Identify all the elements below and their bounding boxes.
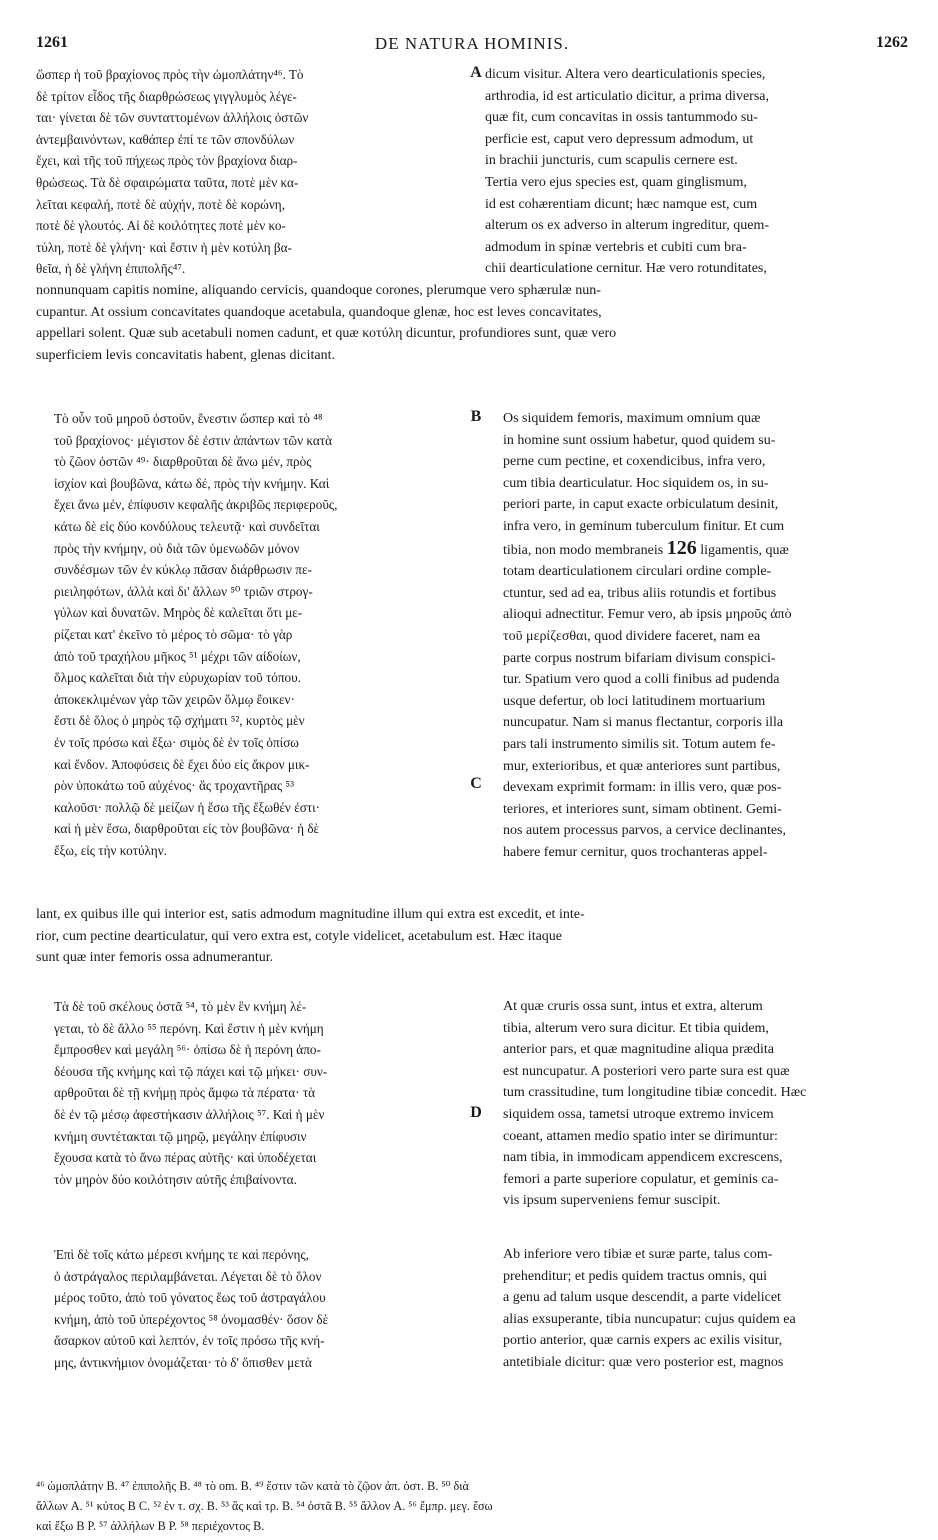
latin-line: portio anterior, quæ carnis expers ac exilis visitur,: [503, 1333, 783, 1349]
greek-line: δέουσα τῆς κνήμης καὶ τῷ πάχει καὶ τῷ μήκει· συν-: [54, 1063, 328, 1079]
latin-text: ligamentis, quæ: [696, 542, 789, 558]
footnote-line: ἄλλων A. ⁵¹ κύτος B C. ⁵² ἐν τ. σχ. B. ⁵³ ἃς καὶ τρ. B. ⁵⁴ ὀστᾶ B. ⁵⁵ ἄλλον A. ⁵⁶ ἔμπρ. μεγ. ἔσω: [36, 1499, 493, 1513]
latin-line: anterior pars, et quæ magnitudine aliqua prædita: [503, 1042, 774, 1058]
greek-line: δὲ ἐν τῷ μέσῳ ἀφεστήκασιν ἀλλήλοις ⁵⁷. Καὶ ἡ μὲν: [54, 1106, 325, 1122]
latin-line: a genu ad talum usque descendit, a parte videlicet: [503, 1290, 781, 1306]
latin-line: habere femur cernitur, quos trochanteras appel-: [503, 844, 768, 860]
latin-line: tibia, alterum vero sura dicitur. Et tibia quidem,: [503, 1020, 769, 1036]
latin-line: parte corpus nostrum bifariam divisum conspici-: [503, 650, 776, 666]
latin-line: appellari solent. Quæ sub acetabuli nomen cadunt, et quæ κοτύλη dicuntur, profundiores sunt, quæ vero: [36, 326, 617, 342]
greek-line: μέρος τοῦτο, ἀπὸ τοῦ γόνατος ἕως τοῦ ἀστραγάλου: [54, 1290, 326, 1306]
latin-line: cupantur. At ossium concavitates quandoque acetabula, quandoque glenæ, hoc est leves concavitates,: [36, 304, 602, 320]
page-number-left: 1261: [36, 34, 68, 51]
latin-line: arthrodia, id est articulatio dicitur, a prima diversa,: [485, 88, 770, 104]
latin-column: [485, 996, 908, 1212]
latin-line: teriores, et interiores sunt, simam obtinent. Gemi-: [503, 801, 782, 817]
greek-line: ὥσπερ ἡ τοῦ βραχίονος πρὸς τὴν ὠμοπλάτην⁴⁶. Τὸ: [36, 67, 304, 82]
greek-line: καλοῦσι· πολλῷ δὲ μείζων ἡ ἔσω τῆς ἔξωθέν ἐστι·: [54, 799, 321, 815]
greek-line: λεῖται κεφαλή, ποτὲ δὲ αὐχήν, ποτὲ δὲ κορώνη,: [36, 196, 285, 212]
greek-line: Τὸ οὖν τοῦ μηροῦ ὀστοῦν, ἔνεστιν ὥσπερ καὶ τὸ ⁴⁸: [54, 411, 323, 426]
latin-line: ctuntur, sed ad ea, tribus aliis rotundis et fortibus: [503, 585, 777, 601]
greek-line: κνήμη, ἀπὸ τοῦ ὑπερέχοντος ⁵⁸ ὀνομασθέν· ὅσον δὲ: [54, 1311, 329, 1327]
footnote-line: ⁴⁶ ὠμοπλάτην B. ⁴⁷ ἐπιπολῆς B. ⁴⁸ τὸ om. B. ⁴⁹ ἔστιν τῶν κατὰ τὸ ζῷον ἀπ. ὀστ. B. ⁵⁰ διὰ: [36, 1479, 469, 1493]
latin-line: admodum in spinæ vertebris et cubiti cum bra-: [485, 239, 747, 255]
latin-line: est nuncupatur. A posteriori vero parte sura est quæ: [503, 1063, 790, 1079]
margin-marker-a: A: [470, 64, 482, 81]
greek-line: ἀπὸ τοῦ τραχήλου μῆκος ⁵¹ μέχρι τῶν αἰδοίων,: [54, 648, 301, 664]
greek-line: θρώσεως. Τὰ δὲ σφαιρώματα ταῦτα, ποτὲ μὲν κα-: [36, 174, 299, 190]
latin-line: in homine sunt ossium habetur, quod quidem su-: [503, 432, 776, 448]
greek-line: ὅλμος καλεῖται διὰ τὴν εὐρυχωρίαν τοῦ τόπου.: [54, 670, 301, 686]
greek-line: τύλη, ποτὲ δὲ γλήνη· καὶ ἔστιν ἡ μὲν κοτύλη βα-: [36, 239, 292, 255]
full-width-latin: [36, 904, 908, 969]
latin-line: nam tibia, in immodicam appendicem excrescens,: [503, 1150, 783, 1166]
latin-line: in brachii juncturis, cum scapulis cernere est.: [485, 153, 738, 169]
latin-line: periori parte, in caput exacte orbiculatum desinit,: [503, 497, 779, 513]
latin-text: tibia, non modo membraneis: [503, 542, 667, 558]
greek-line: κάτω δὲ εἰς δύο κονδύλους τελευτᾷ· καὶ συνδεῖται: [54, 518, 320, 534]
latin-line: dicum visitur. Altera vero dearticulationis species,: [485, 67, 766, 82]
greek-line: αρθροῦται δὲ τῇ κνήμῃ πρὸς ἄμφω τὰ πέρατα· τὰ: [54, 1085, 316, 1101]
greek-column: [36, 408, 466, 861]
latin-line: chii dearticulatione cernitur. Hæ vero rotunditates,: [485, 261, 767, 277]
greek-column: [36, 1244, 466, 1374]
latin-line: cum tibia dearticulatur. Hoc siquidem os, in su-: [503, 475, 769, 491]
greek-line: τὸν μηρὸν δύο κοιλότησιν αὐτῆς ἐπιβαίνοντα.: [54, 1171, 297, 1187]
latin-line: alterum os ex adverso in alterum ingreditur, quem-: [485, 218, 770, 234]
greek-line: ἔχει, καὶ τῆς τοῦ πήχεως πρὸς τὸν βραχίονα διαρ-: [36, 153, 298, 169]
latin-line: Tertia vero ejus species est, quam ginglismum,: [485, 174, 747, 190]
latin-line: perficie est, caput vero depressum admodum, ut: [485, 131, 754, 147]
latin-line: nos autem processus parvos, a cervice declinantes,: [503, 823, 787, 839]
latin-line: femori a parte superiore copulatur, et geminis ca-: [503, 1171, 779, 1187]
latin-line: perne cum pectine, et coxendicibus, infra vero,: [503, 454, 766, 470]
latin-column: [485, 408, 908, 863]
latin-line: antetibiale dicitur: quæ vero posterior est, magnos: [503, 1354, 784, 1370]
greek-line: ἔξω, εἰς τὴν κοτύλην.: [54, 842, 167, 858]
latin-line: alioqui adnectitur. Femur vero, ab ipsis μηροῦς ἀπὸ: [503, 607, 792, 623]
margin-marker-d: D: [470, 1104, 482, 1121]
greek-line: ἰσχίον καὶ βουβῶνα, κάτω δέ, πρὸς τὴν κνήμην. Καὶ: [54, 475, 330, 491]
latin-line: τοῦ μερίζεσθαι, quod dividere faceret, nam ea: [503, 628, 761, 644]
column-number: 126: [666, 537, 697, 559]
greek-line: τὸ ζῶον ὀστῶν ⁴⁹· διαρθροῦται δὲ ἄνω μέν, πρὸς: [54, 454, 312, 470]
latin-line: tum crassitudine, tum longitudine tibiæ concedit. Hæc: [503, 1085, 807, 1101]
greek-line: ἀντεμβαινόντων, καθάπερ ἐπί τε τῶν σπονδύλων: [36, 131, 295, 147]
latin-line: rior, cum pectine dearticulatur, qui vero extra est, cotyle videlicet, acetabulum est. Hæc itaque: [36, 928, 563, 944]
greek-line: γεται, τὸ δὲ ἄλλο ⁵⁵ περόνη. Καὶ ἔστιν ἡ μὲν κνήμη: [54, 1020, 324, 1036]
latin-line: At quæ cruris ossa sunt, intus et extra, alterum: [503, 999, 763, 1014]
greek-line: ὁ ἀστράγαλος περιλαμβάνεται. Λέγεται δὲ τὸ ὅλον: [54, 1268, 322, 1284]
running-header: [36, 34, 908, 58]
latin-line: lant, ex quibus ille qui interior est, satis admodum magnitudine illum qui extra est excedit, et inte-: [36, 907, 585, 922]
latin-line: totam dearticulationem circulari ordine comple-: [503, 564, 772, 580]
full-width-latin: [36, 280, 908, 366]
latin-line: id est cohærentiam dicunt; hæc namque est, cum: [485, 196, 758, 212]
latin-line: infra vero, in geminum tuberculum finitur. Et cum: [503, 518, 785, 534]
greek-line: μης, ἀντικνήμιον ὀνομάζεται· τὸ δ' ὄπισθεν μετὰ: [54, 1354, 312, 1370]
greek-line: συνδέσμων τῶν ἐν κύκλῳ πᾶσαν διάρθρωσιν πε-: [54, 562, 312, 578]
greek-line: γύλων καὶ δυνατῶν. Μηρὸς δὲ καλεῖται ὅτι με-: [54, 605, 303, 621]
page-number-right: 1262: [876, 34, 908, 51]
greek-line: ἐν τοῖς πρόσω καὶ ἔξω· σιμὸς δὲ ἐν τοῖς ὀπίσω: [54, 734, 299, 750]
latin-line: prehenditur; et pedis quidem tractus omnis, qui: [503, 1268, 768, 1284]
latin-line: devexam exprimit formam: in illis vero, quæ pos-: [503, 780, 782, 796]
latin-line: Ab inferiore vero tibiæ et suræ parte, talus com-: [503, 1247, 773, 1262]
greek-line: ρὸν ὑποκάτω τοῦ αὐχένος· ἃς τροχαντῆρας ⁵³: [54, 778, 295, 794]
latin-column: [485, 1244, 908, 1374]
greek-line: ριειληφότων, ἀλλὰ καὶ δι' ἄλλων ⁵⁰ τριῶν στρογ-: [54, 583, 313, 599]
latin-line: sunt quæ inter femoris ossa adnumerantur.: [36, 950, 274, 966]
greek-line: κνήμη συντέτακται τῷ μηρῷ, μεγάλην ἐπίφυσιν: [54, 1128, 307, 1144]
latin-line: nonnunquam capitis nomine, aliquando cervicis, quandoque corones, plerumque vero sphærulæ nun-: [36, 283, 601, 298]
greek-line: δὲ τρίτον εἶδος τῆς διαρθρώσεως γιγγλυμὸς λέγε-: [36, 88, 297, 104]
latin-line: [485, 538, 908, 562]
greek-line: πρὸς τὴν κνήμην, οὐ διὰ τῶν ὑμενωδῶν μόνον: [54, 540, 300, 556]
latin-column: [485, 64, 908, 280]
greek-line: ἔμπροσθεν καὶ μεγάλη ⁵⁶· ὀπίσω δὲ ἡ περόνη ἀπο-: [54, 1042, 321, 1058]
latin-line: coeant, attamen medio spatio inter se dirimuntur:: [503, 1128, 778, 1144]
greek-line: ται· γίνεται δὲ τῶν συνταττομένων ἀλλήλοις ὀστῶν: [36, 110, 309, 126]
greek-line: ρίζεται κατ' ἐκεῖνο τὸ μέρος τὸ σῶμα· τὸ γὰρ: [54, 626, 293, 642]
greek-line: καὶ ἡ μὲν ἔσω, διαρθροῦται εἰς τὸν βουβῶνα· ἡ δὲ: [54, 821, 320, 837]
greek-column: [36, 996, 466, 1190]
margin-marker-b: B: [470, 408, 482, 425]
latin-line: superficiem levis concavitatis habent, glenas dicitant.: [36, 347, 335, 363]
latin-line: pars tali instrumento similis sit. Totum autem fe-: [503, 736, 776, 752]
latin-line: siquidem ossa, tametsi utroque extremo invicem: [503, 1106, 774, 1122]
latin-line: quæ fit, cum concavitas in ossis tantummodo su-: [485, 110, 758, 126]
greek-line: ἔστι δὲ ὅλος ὁ μηρὸς τῷ σχήματι ⁵², κυρτὸς μὲν: [54, 713, 305, 729]
greek-line: ἔχουσα κατὰ τὸ ἄνω πέρας αὐτῆς· καὶ ὑποδέχεται: [54, 1150, 317, 1166]
section-2: [36, 408, 908, 978]
greek-line: τοῦ βραχίονος· μέγιστον δὲ ἐστιν ἁπάντων τῶν κατὰ: [54, 432, 332, 448]
greek-line: ἄσαρκον αὐτοῦ καὶ λεπτόν, ἐν τοῖς πρόσω τῆς κνή-: [54, 1333, 325, 1349]
section-4: [36, 1244, 908, 1394]
footnote-line: καὶ ἔξω B P. ⁵⁷ ἀλλήλων B P. ⁵⁸ περιέχοντος B.: [36, 1519, 265, 1533]
latin-line: usque defertur, ob loci latitudinem mortuarium: [503, 693, 766, 709]
greek-line: Τὰ δὲ τοῦ σκέλους ὀστᾶ ⁵⁴, τὸ μὲν ἓν κνήμη λέ-: [54, 999, 307, 1014]
greek-line: καὶ ἔνδον. Ἀποφύσεις δὲ ἔχει δύο εἰς ἄκρον μικ-: [54, 756, 310, 772]
greek-column: [36, 64, 466, 280]
greek-line: Ἐπὶ δὲ τοῖς κάτω μέρεσι κνήμης τε καὶ περόνης,: [54, 1247, 309, 1262]
greek-line: ποτὲ δὲ γλουτός. Αἱ δὲ κοιλότητες ποτὲ μὲν κο-: [36, 218, 286, 234]
latin-line: nuncupatur. Nam si manus flectantur, corporis illa: [503, 715, 784, 731]
greek-line: ἔχει ἄνω μέν, ἐπίφυσιν κεφαλῆς ἀκριβῶς περιφεροῦς,: [54, 497, 338, 513]
greek-line: ἀποκεκλιμένων γὰρ τῶν χειρῶν ὅλμῳ ἔοικεν·: [54, 691, 295, 707]
latin-line: Os siquidem femoris, maximum omnium quæ: [503, 411, 761, 426]
section-3: [36, 996, 908, 1216]
greek-line: θεῖα, ἡ δὲ γλήνη ἐπιπολῆς⁴⁷.: [36, 261, 186, 277]
latin-line: vis ipsum superveniens femur suscipit.: [503, 1193, 721, 1209]
latin-line: alias exsuperante, tibia nuncupatur: cujus quidem ea: [503, 1311, 796, 1327]
section-1: [36, 64, 908, 404]
margin-marker-c: C: [470, 775, 482, 792]
latin-line: tur. Spatium vero quod a colli finibus ad pudenda: [503, 672, 780, 688]
latin-line: mur, exterioribus, et quæ anteriores sunt partibus,: [503, 758, 781, 774]
footnotes: [36, 1476, 908, 1536]
running-title: DE NATURA HOMINIS.: [374, 34, 570, 53]
